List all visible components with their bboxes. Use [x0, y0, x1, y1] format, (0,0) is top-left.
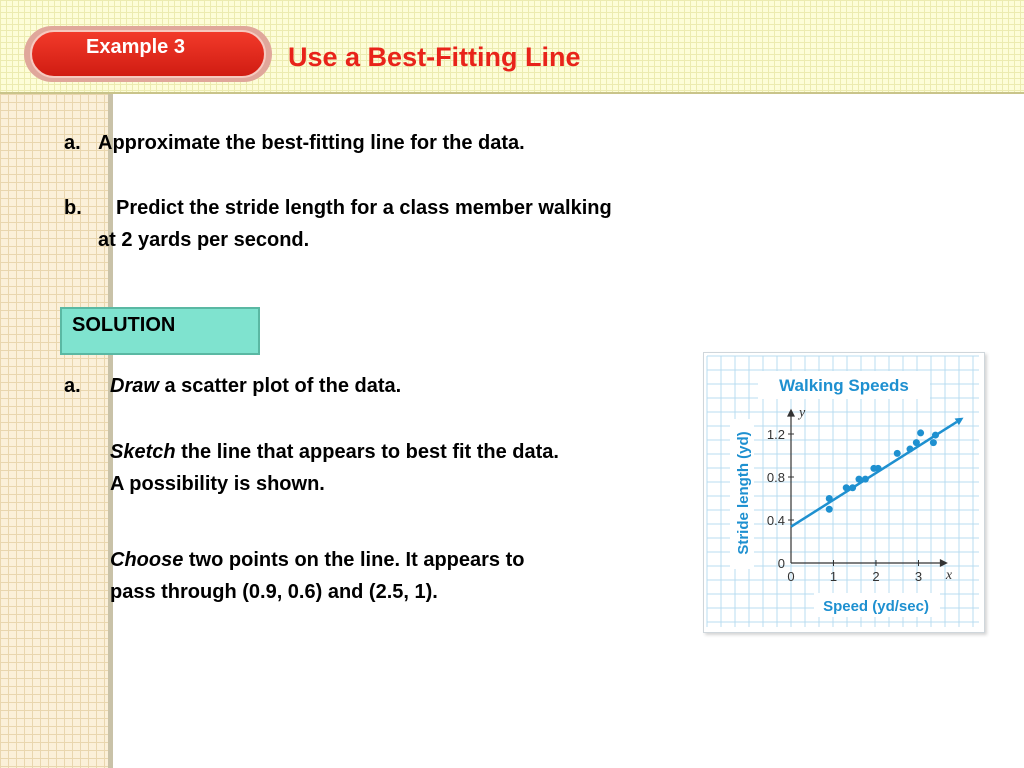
data-point [907, 446, 914, 453]
question-b-line2: at 2 yards per second. [98, 229, 310, 251]
solution-step1 [110, 370, 401, 402]
step1-text: a scatter plot of the data. [158, 375, 402, 397]
solution-step3 [110, 544, 524, 576]
data-point [826, 506, 833, 513]
data-point [849, 484, 856, 491]
solution-step2 [110, 436, 559, 468]
question-a-text: Approximate the best-fitting line for the data. [98, 132, 525, 154]
step3-emphasis: Choose [110, 549, 184, 571]
data-point [856, 476, 863, 483]
example-badge-label: Example 3 [86, 36, 185, 58]
x-tick-label: 1 [829, 569, 838, 584]
data-point [917, 429, 924, 436]
data-point [932, 432, 939, 439]
chart-title: Walking Speeds [779, 376, 909, 395]
data-point [862, 476, 869, 483]
data-point [930, 439, 937, 446]
solution-label: SOLUTION [72, 314, 176, 336]
sidebar-edge [108, 94, 113, 768]
best-fit-line [791, 422, 957, 527]
y-axis-variable: y [799, 405, 806, 421]
y-tick-label: 1.2 [766, 427, 785, 442]
question-a-marker: a. [64, 132, 81, 154]
walking-speeds-chart [704, 353, 982, 630]
solution-step2-line2: A possibility is shown. [110, 473, 325, 495]
y-tick-label: 0 [777, 556, 785, 571]
data-point [894, 450, 901, 457]
solution-a-marker: a. [64, 375, 81, 397]
y-tick-label: 0.4 [766, 513, 785, 528]
x-tick-label: 0 [787, 569, 795, 584]
x-tick-label: 3 [914, 569, 923, 584]
y-axis-label: Stride length (yd) [735, 431, 752, 555]
y-axis-arrow [787, 409, 795, 417]
step1-emphasis: Draw [110, 375, 159, 397]
x-axis-label: Speed (yd/sec) [823, 598, 929, 615]
x-tick-label: 2 [872, 569, 880, 584]
question-b-line1: Predict the stride length for a class member walking [116, 197, 612, 219]
grid-sidebar [0, 94, 112, 768]
x-axis-variable: x [945, 568, 953, 583]
y-tick-label: 0.8 [766, 470, 785, 485]
step2-text: the line that appears to best fit the data. [175, 441, 559, 463]
data-point [826, 495, 833, 502]
data-point [913, 439, 920, 446]
data-point [843, 484, 850, 491]
slide-title: Use a Best-Fitting Line [288, 42, 581, 72]
solution-step3-line2: pass through (0.9, 0.6) and (2.5, 1). [110, 581, 438, 603]
step3-text: two points on the line. It appears to [183, 549, 525, 571]
data-point [875, 465, 882, 472]
step2-emphasis: Sketch [110, 441, 176, 463]
question-b-marker: b. [64, 197, 82, 219]
